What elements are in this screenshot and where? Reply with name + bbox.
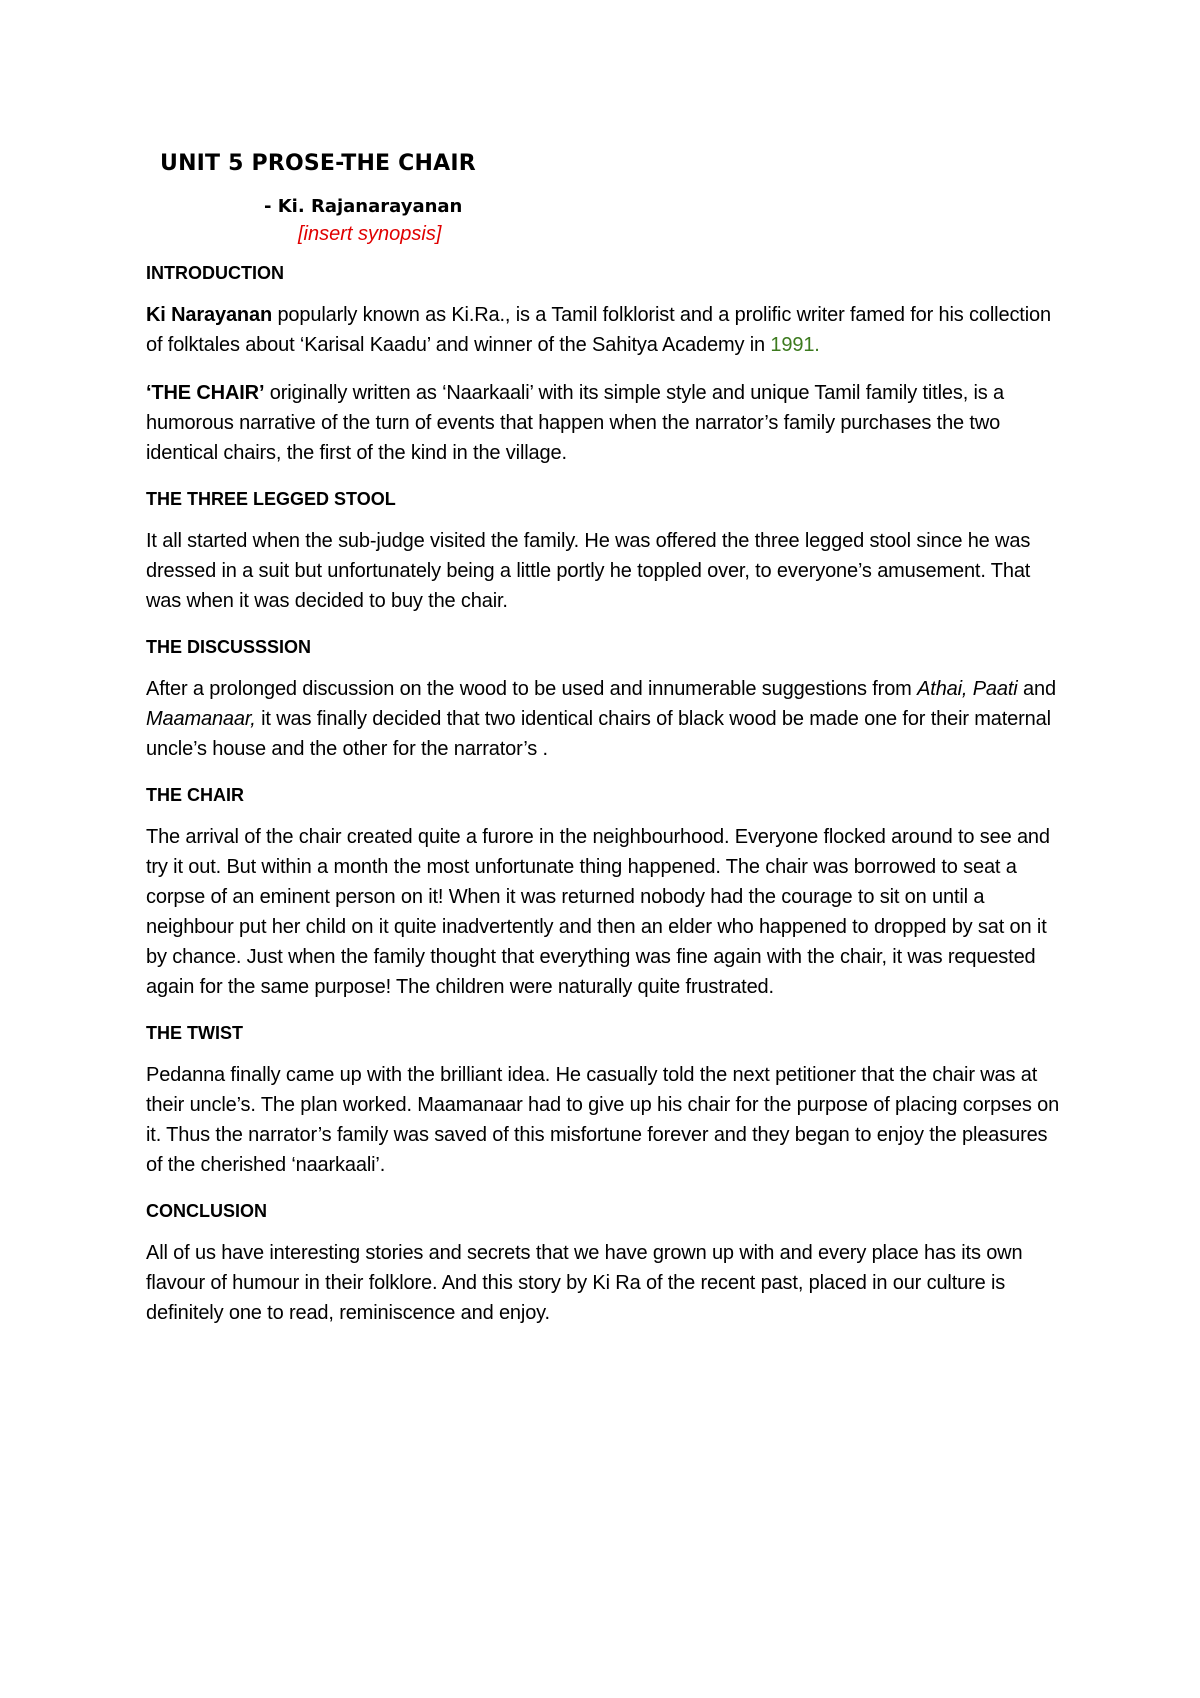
document-content bbox=[146, 148, 1066, 1328]
synopsis-placeholder: [insert synopsis] bbox=[298, 223, 442, 245]
heading-discussion: THE DISCUSSSION bbox=[146, 637, 312, 657]
discussion-text-3: it was finally decided that two identical chairs of black wood be made one for their maternal uncle’s house and the other for the narrator’s . bbox=[146, 708, 1051, 760]
twist-paragraph: Pedanna finally came up with the brilliant idea. He casually told the next petitioner that the chair was at their uncle’s. The plan worked. Maamanaar had to give up his chair for the purpose of placing corpses on it. Thus the narrator’s family was saved of this misfortune forever and they began to enjoy the pleasures of the cherished ‘naarkaali’. bbox=[146, 1064, 1060, 1176]
heading-the-chair: THE CHAIR bbox=[146, 785, 244, 805]
chair-paragraph: The arrival of the chair created quite a furore in the neighbourhood. Everyone flocked around to see and try it out. But within a month the most unfortunate thing happened. The chair was borrowed to seat a corpse of an eminent person on it! When it was returned nobody had the courage to sit on until a neighbour put her child on it quite inadvertently and then an elder who happened to dropped by sat on it by chance. Just when the family thought that everything was fine again with the chair, it was requested again for the same purpose! The children were naturally quite frustrated. bbox=[146, 826, 1050, 998]
discussion-text-1: After a prolonged discussion on the wood to be used and innumerable suggestions from bbox=[146, 678, 918, 700]
conclusion-paragraph: All of us have interesting stories and secrets that we have grown up with and every place has its own flavour of humour in their folklore. And this story by Ki Ra of the recent past, placed in our culture is definitely one to read, reminiscence and enjoy. bbox=[146, 1242, 1023, 1324]
heading-three-legged-stool: THE THREE LEGGED STOOL bbox=[146, 489, 396, 509]
intro-text-2: originally written as ‘Naarkaali’ with its simple style and unique Tamil family titles, is a humorous narrative of the turn of events that happen when the narrator’s family purchases the two identical chairs, the first of the kind in the village. bbox=[146, 382, 1005, 464]
intro-paragraph-1 bbox=[146, 300, 1066, 360]
heading-the-twist: THE TWIST bbox=[146, 1023, 243, 1043]
author-line: - Ki. Rajanarayanan bbox=[264, 196, 463, 217]
stool-paragraph: It all started when the sub-judge visited the family. He was offered the three legged stool since he was dressed in a suit but unfortunately being a little portly he toppled over, to everyone’s amusement. That was when it was decided to buy the chair. bbox=[146, 530, 1031, 612]
discussion-relatives: Athai, Paati bbox=[917, 678, 1018, 700]
award-year: 1991. bbox=[770, 334, 820, 356]
intro-paragraph-2 bbox=[146, 378, 1066, 468]
heading-conclusion: CONCLUSION bbox=[146, 1201, 267, 1221]
discussion-text-2: and bbox=[1017, 678, 1056, 700]
heading-introduction: INTRODUCTION bbox=[146, 263, 284, 283]
author-name: Ki Narayanan bbox=[146, 304, 273, 326]
story-title: ‘THE CHAIR’ bbox=[146, 382, 265, 404]
discussion-uncle: Maamanaar, bbox=[146, 708, 256, 730]
discussion-paragraph bbox=[146, 674, 1066, 764]
document-title: UNIT 5 PROSE-THE CHAIR bbox=[160, 151, 476, 176]
intro-text: popularly known as Ki.Ra., is a Tamil folklorist and a prolific writer famed for his collection of folktales about ‘Karisal Kaadu’ and winner of the Sahitya Academy in bbox=[146, 304, 1051, 356]
